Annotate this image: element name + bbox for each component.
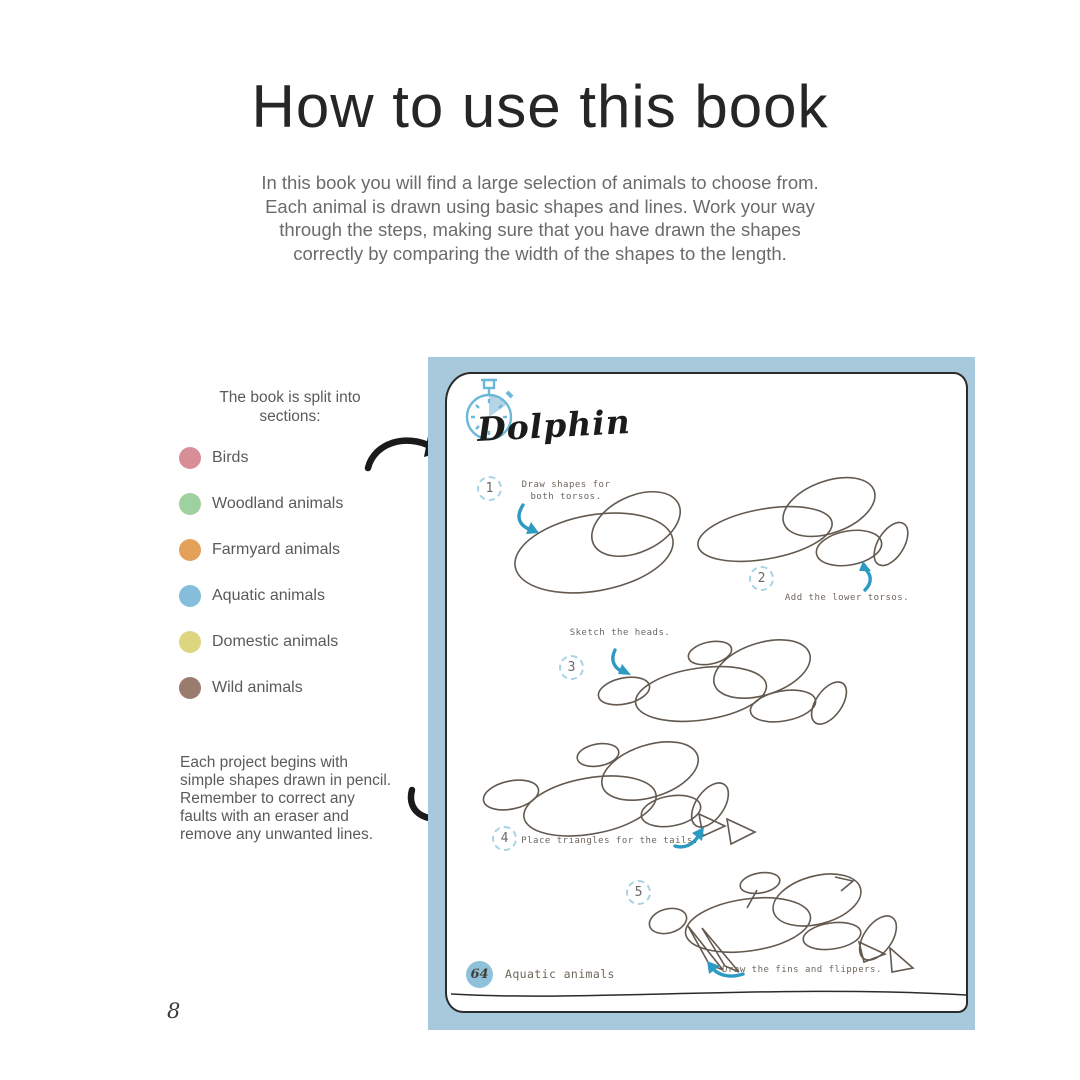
example-book-page bbox=[445, 372, 968, 1013]
step-2-caption: Add the lower torsos. bbox=[784, 593, 910, 603]
step-2-number: 2 bbox=[749, 566, 774, 591]
farmyard-color-dot bbox=[179, 539, 201, 561]
sections-heading-line: The book is split into bbox=[219, 389, 361, 406]
project-note bbox=[180, 754, 420, 844]
birds-color-dot bbox=[179, 447, 201, 469]
wild-color-dot bbox=[179, 677, 201, 699]
step-4-caption: Place triangles for the tails. bbox=[521, 836, 699, 846]
legend-label: Aquatic animals bbox=[212, 587, 325, 604]
intro-line: through the steps, making sure that you have drawn the shapes bbox=[279, 219, 801, 240]
caption-line: Draw shapes for bbox=[521, 480, 611, 490]
page-title: How to use this book bbox=[251, 73, 829, 140]
sections-heading bbox=[190, 388, 390, 426]
step-3-caption: Sketch the heads. bbox=[569, 628, 671, 638]
instruction-arrows bbox=[519, 505, 871, 976]
intro-paragraph bbox=[0, 171, 1080, 265]
example-page-panel bbox=[428, 357, 975, 1030]
dolphin-sketch-step-5 bbox=[647, 865, 913, 972]
aquatic-color-dot bbox=[179, 585, 201, 607]
legend-item-aquatic bbox=[179, 585, 343, 607]
folio-page-number: 8 bbox=[167, 999, 181, 1023]
section-legend bbox=[179, 447, 343, 699]
intro-line: In this book you will find a large selection of animals to choose from. bbox=[261, 172, 819, 193]
legend-label: Woodland animals bbox=[212, 495, 344, 512]
note-line: Each project begins with bbox=[180, 754, 349, 771]
intro-line: Each animal is drawn using basic shapes and lines. Work your way bbox=[265, 195, 815, 217]
legend-label: Farmyard animals bbox=[212, 541, 341, 558]
step-3-number: 3 bbox=[559, 655, 584, 680]
caption-line: both torsos. bbox=[530, 491, 602, 502]
intro-line: correctly by comparing the width of the shapes to the length. bbox=[293, 242, 787, 264]
legend-item-wild bbox=[179, 677, 343, 699]
step-1-number: 1 bbox=[477, 476, 502, 501]
example-page-number-badge: 64 bbox=[466, 961, 493, 988]
sections-heading-line: sections: bbox=[259, 408, 321, 425]
step-1-caption bbox=[522, 480, 611, 503]
note-line: faults with an eraser and bbox=[180, 808, 349, 825]
dolphin-sketch-step-2 bbox=[694, 466, 915, 571]
note-line: remove any unwanted lines. bbox=[180, 826, 374, 843]
legend-label: Domestic animals bbox=[212, 633, 339, 650]
legend-item-birds bbox=[179, 447, 343, 469]
example-page-section-label: Aquatic animals bbox=[505, 967, 615, 981]
step-5-caption: Draw the fins and flippers. bbox=[722, 965, 882, 975]
legend-label: Wild animals bbox=[212, 679, 303, 696]
step-5-number: 5 bbox=[626, 880, 651, 905]
dolphin-sketch-step-3 bbox=[596, 629, 854, 730]
legend-item-woodland bbox=[179, 493, 343, 515]
legend-item-domestic bbox=[179, 631, 343, 653]
woodland-color-dot bbox=[179, 493, 201, 515]
dolphin-sketch-step-4 bbox=[481, 731, 755, 845]
dolphin-sketch bbox=[447, 374, 970, 1015]
note-line: simple shapes drawn in pencil. bbox=[180, 772, 392, 789]
domestic-color-dot bbox=[179, 631, 201, 653]
note-line: Remember to correct any bbox=[180, 790, 355, 807]
legend-item-farmyard bbox=[179, 539, 343, 561]
legend-label: Birds bbox=[212, 449, 249, 466]
animal-title: Dolphin bbox=[476, 402, 632, 449]
step-4-number: 4 bbox=[492, 826, 517, 851]
